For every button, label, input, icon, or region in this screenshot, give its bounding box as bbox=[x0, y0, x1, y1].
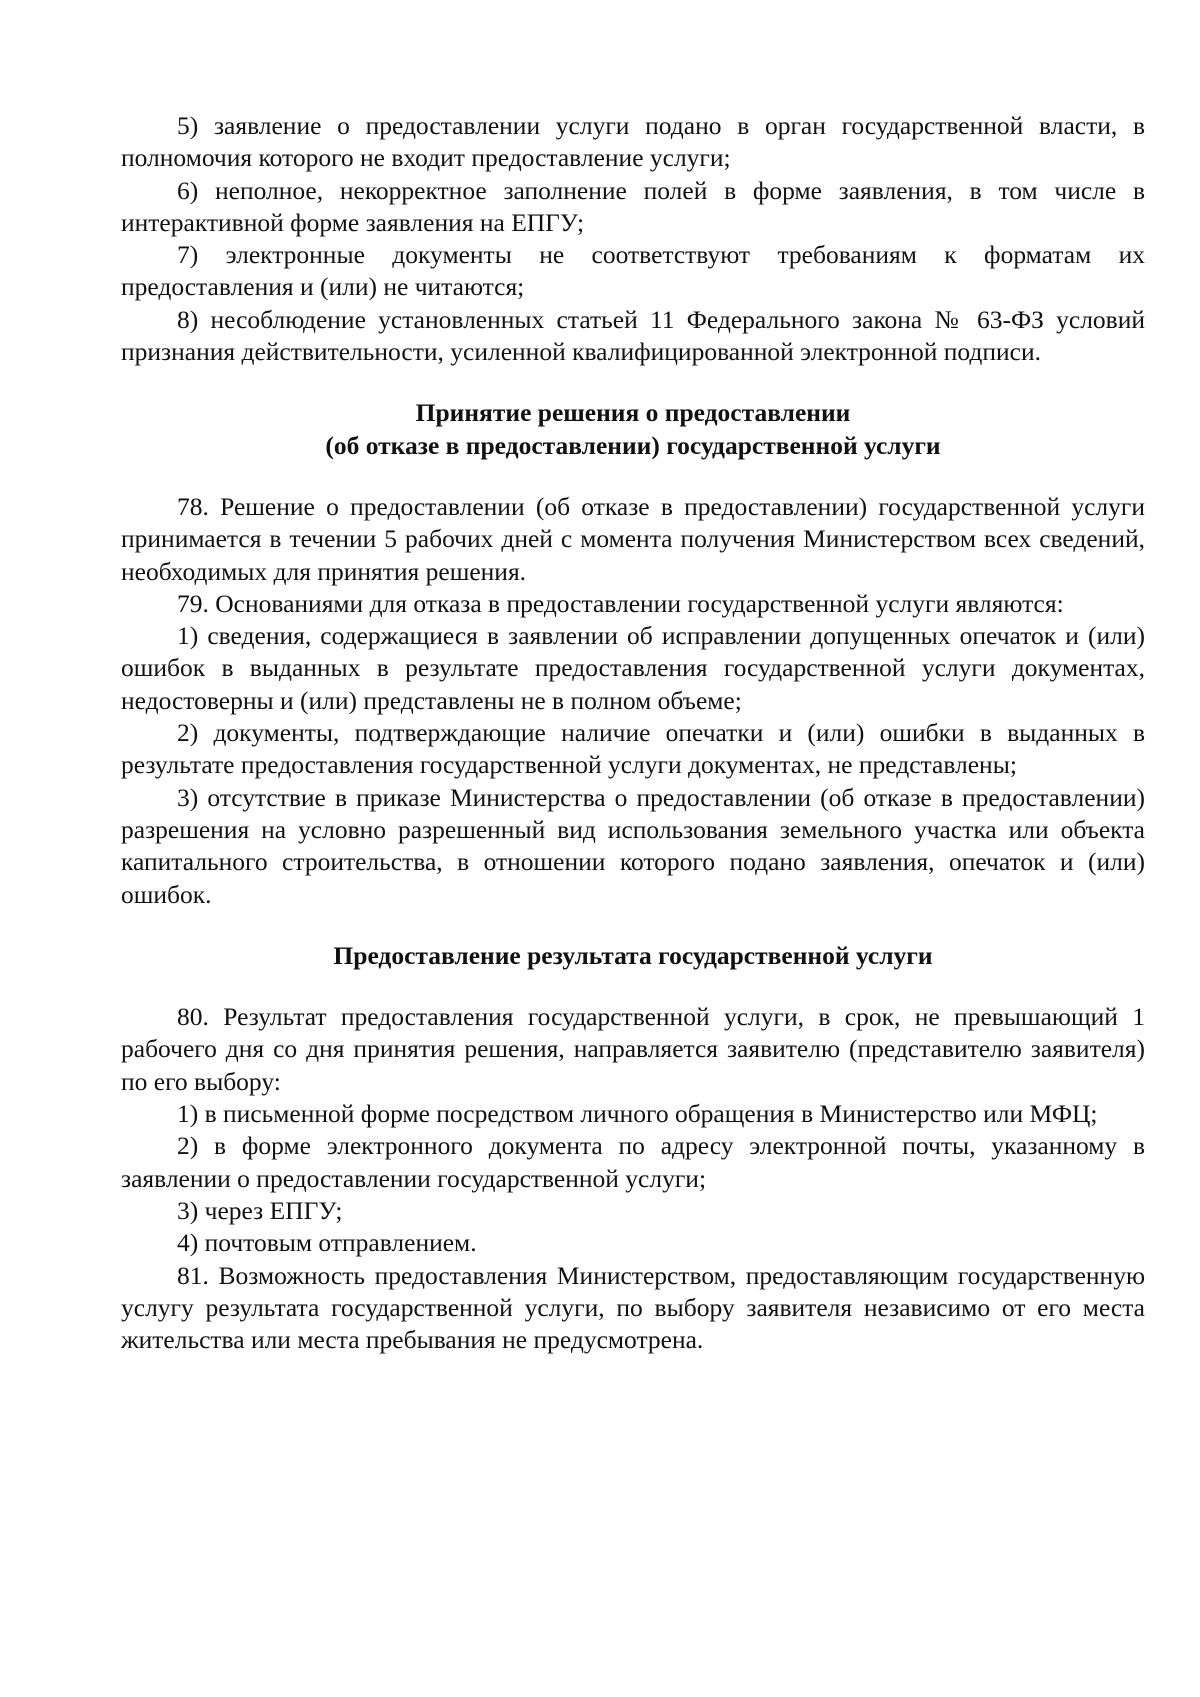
paragraph-79-item-3: 3) отсутствие в приказе Министерства о предоставлении (об отказе в предоставлении) разрешения на условно разрешенный вид использования земельного участка или объекта капитального строительства, в отношении которого подано заявления, опечаток и (или) ошибок. bbox=[121, 782, 1145, 909]
spacer bbox=[121, 972, 1145, 1001]
paragraph-item-8: 8) несоблюдение установленных статьей 11 Федерального закона № 63-ФЗ условий признания действительности, усиленной квалифицированной электронной подписи. bbox=[121, 304, 1145, 367]
paragraph-80-item-3: 3) через ЕПГУ; bbox=[177, 1195, 343, 1225]
paragraph-78: 78. Решение о предоставлении (об отказе в предоставлении) государственной услуги принимается в течении 5 рабочих дней с момента получения Министерством всех сведений, необходимых для принятия решения. bbox=[121, 491, 1145, 586]
paragraph-81: 81. Возможность предоставления Министерством, предоставляющим государственную услугу результата государственной услуги, по выбору заявителя независимо от его места жительства или места пребывания не предусмотрена. bbox=[121, 1260, 1145, 1355]
spacer bbox=[121, 911, 1145, 940]
spacer bbox=[121, 462, 1145, 491]
section-heading-result: Предоставление результата государственной услуги bbox=[333, 940, 933, 970]
paragraph-item-6: 6) неполное, некорректное заполнение полей в форме заявления, в том числе в интерактивной форме заявления на ЕПГУ; bbox=[121, 175, 1145, 237]
paragraph-80: 80. Результат предоставления государственной услуги, в срок, не превышающий 1 рабочего дня со дня принятия решения, направляется заявителю (представителю заявителя) по его выбору: bbox=[121, 1002, 1145, 1096]
paragraph-79: 79. Основаниями для отказа в предоставлении государственной услуги являются: bbox=[177, 588, 1064, 618]
section-heading-decision-line2: (об отказе в предоставлении) государственной услуги bbox=[325, 430, 941, 460]
paragraph-79-item-2: 2) документы, подтверждающие наличие опечатки и (или) ошибки в выданных в результате предоставления государственной услуги документах, не представлены; bbox=[121, 718, 1145, 780]
section-heading-decision-line1: Принятие решения о предоставлении bbox=[415, 398, 851, 428]
paragraph-80-item-1: 1) в письменной форме посредством личного обращения в Министерство или МФЦ; bbox=[177, 1099, 1098, 1129]
paragraph-80-item-4: 4) почтовым отправлением. bbox=[177, 1228, 477, 1258]
paragraph-79-item-1: 1) сведения, содержащиеся в заявлении об исправлении допущенных опечаток и (или) ошибок в выданных в результате предоставления государственной услуги документах, недостоверны и (или) представлены не в полном объеме; bbox=[121, 621, 1145, 715]
spacer bbox=[121, 368, 1145, 397]
paragraph-item-7: 7) электронные документы не соответствуют требованиям к форматам их предоставления и (или) не читаются; bbox=[121, 240, 1145, 302]
paragraph-80-item-2: 2) в форме электронного документа по адресу электронной почты, указанному в заявлении о предоставлении государственной услуги; bbox=[121, 1131, 1145, 1193]
document-page bbox=[121, 110, 1145, 1356]
paragraph-item-5: 5) заявление о предоставлении услуги подано в орган государственной власти, в полномочия которого не входит предоставление услуги; bbox=[121, 111, 1145, 173]
